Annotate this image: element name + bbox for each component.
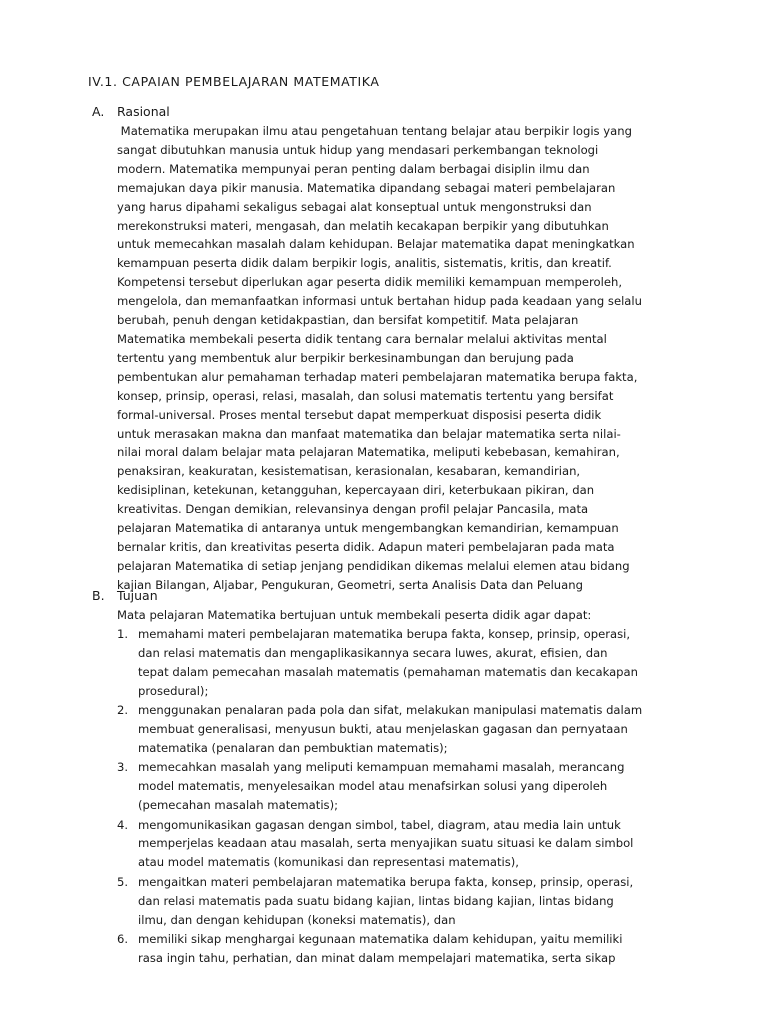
paragraph-line: kajian Bilangan, Aljabar, Pengukuran, Geometri, serta Analisis Data dan Peluang: [117, 577, 583, 592]
section-b-intro-text: Mata pelajaran Matematika bertujuan untuk membekali peserta didik agar dapat:: [117, 608, 592, 622]
paragraph-line: memajukan daya pikir manusia. Matematika dipandang sebagai materi pembelajaran: [117, 180, 616, 195]
paragraph-line: formal-universal. Proses mental tersebut dapat memperkuat disposisi peserta didik: [117, 407, 602, 422]
goal-item: [117, 758, 677, 815]
section-b-title: Tujuan: [117, 588, 158, 603]
goal-line: mengaitkan materi pembelajaran matematika berupa fakta, konsep, prinsip, operasi,: [138, 874, 634, 889]
section-b-intro: [117, 606, 657, 625]
paragraph-line: modern. Matematika mempunyai peran penting dalam berbagai disiplin ilmu dan: [117, 161, 590, 176]
paragraph-line: pelajaran Matematika di antaranya untuk mengembangkan kemandirian, kemampuan: [117, 521, 619, 536]
goal-number: 2.: [117, 703, 129, 718]
goal-number: 4.: [117, 817, 129, 832]
goal-line: membuat generalisasi, menyusun bukti, atau menjelaskan gagasan dan pernyataan: [138, 722, 628, 737]
paragraph-line: pembentukan alur pemahaman terhadap materi pembelajaran matematika berupa fakta,: [117, 369, 638, 384]
goal-line: memiliki sikap menghargai kegunaan matematika dalam kehidupan, yaitu memiliki: [138, 932, 623, 946]
section-b-heading: [92, 588, 158, 603]
goal-line: prosedural);: [138, 683, 209, 698]
goal-line: rasa ingin tahu, perhatian, dan minat dalam mempelajari matematika, serta sikap: [138, 950, 616, 965]
goal-item: [117, 625, 677, 701]
paragraph-line: pelajaran Matematika di setiap jenjang pendidikan dikemas melalui elemen atau bidang: [117, 558, 630, 573]
goal-line: ilmu, dan dengan kehidupan (koneksi matematis), dan: [138, 912, 456, 927]
goal-line: dan relasi matematis dan mengaplikasikannya secara luwes, akurat, efisien, dan: [138, 645, 608, 660]
paragraph-line: Matematika merupakan ilmu atau pengetahuan tentang belajar atau berpikir logis yang: [117, 124, 632, 138]
goals-list: [117, 625, 677, 968]
goal-line: mengomunikasikan gagasan dengan simbol, tabel, diagram, atau media lain untuk: [138, 817, 621, 832]
paragraph-line: mengelola, dan memanfaatkan informasi untuk bertahan hidup pada keadaan yang selalu: [117, 294, 642, 309]
goal-line: matematika (penalaran dan pembuktian matematis);: [138, 740, 448, 755]
paragraph-line: nilai moral dalam belajar mata pelajaran Matematika, meliputi kebebasan, kemahiran,: [117, 445, 620, 460]
paragraph-line: Matematika membekali peserta didik tentang cara bernalar melalui aktivitas mental: [117, 331, 607, 346]
paragraph-line: bernalar kritis, dan kreativitas peserta didik. Adapun materi pembelajaran pada mata: [117, 539, 615, 554]
paragraph-line: kedisiplinan, ketekunan, ketangguhan, kepercayaan diri, keterbukaan pikiran, dan: [117, 483, 595, 498]
paragraph-line: yang harus dipahami sekaligus sebagai alat konseptual untuk mengonstruksi dan: [117, 199, 592, 214]
section-a-title: Rasional: [117, 104, 170, 119]
goal-number: 5.: [117, 874, 129, 889]
section-a-paragraph: [117, 122, 657, 595]
goal-number: 1.: [117, 627, 129, 641]
goal-line: memahami materi pembelajaran matematika berupa fakta, konsep, prinsip, operasi,: [138, 627, 631, 641]
goal-line: atau model matematis (komunikasi dan representasi matematis),: [138, 855, 519, 870]
paragraph-line: penaksiran, keakuratan, kesistematisan, kerasionalan, kesabaran, kemandirian,: [117, 464, 581, 479]
goal-line: memecahkan masalah yang meliputi kemampuan memahami masalah, merancang: [138, 760, 625, 775]
goal-item: [117, 930, 677, 968]
goal-line: (pemecahan masalah matematis);: [138, 798, 339, 813]
paragraph-line: Kompetensi tersebut diperlukan agar peserta didik memiliki kemampuan memperoleh,: [117, 275, 623, 290]
goal-item: [117, 873, 677, 930]
goal-number: 6.: [117, 932, 129, 946]
paragraph-line: kemampuan peserta didik dalam berpikir logis, analitis, sistematis, kritis, dan kreatif.: [117, 256, 612, 271]
document-title: IV.1. CAPAIAN PEMBELAJARAN MATEMATIKA: [88, 74, 380, 89]
goal-line: menggunakan penalaran pada pola dan sifat, melakukan manipulasi matematis dalam: [138, 703, 643, 718]
goal-line: model matematis, menyelesaikan model atau menafsirkan solusi yang diperoleh: [138, 779, 608, 794]
goal-line: tepat dalam pemecahan masalah matematis (pemahaman matematis dan kecakapan: [138, 664, 638, 679]
paragraph-line: konsep, prinsip, operasi, relasi, masalah, dan solusi matematis tertentu yang bersifat: [117, 388, 614, 403]
paragraph-line: untuk memecahkan masalah dalam kehidupan. Belajar matematika dapat meningkatkan: [117, 237, 635, 252]
section-b-letter: B.: [92, 588, 105, 603]
goal-number: 3.: [117, 760, 129, 775]
paragraph-line: berubah, penuh dengan ketidakpastian, dan bersifat kompetitif. Mata pelajaran: [117, 313, 579, 328]
section-a-heading: [92, 104, 170, 119]
paragraph-line: sangat dibutuhkan manusia untuk hidup yang mendasari perkembangan teknologi: [117, 142, 599, 157]
section-a-letter: A.: [92, 104, 105, 119]
goal-line: memperjelas keadaan atau masalah, serta menyajikan suatu situasi ke dalam simbol: [138, 836, 634, 851]
paragraph-line: kreativitas. Dengan demikian, relevansinya dengan profil pelajar Pancasila, mata: [117, 502, 589, 517]
goal-item: [117, 816, 677, 873]
goal-item: [117, 701, 677, 758]
paragraph-line: tertentu yang membentuk alur berpikir berkesinambungan dan berujung pada: [117, 350, 574, 365]
paragraph-line: merekonstruksi materi, mengasah, dan melatih kecakapan berpikir yang dibutuhkan: [117, 218, 609, 233]
goal-line: dan relasi matematis pada suatu bidang kajian, lintas bidang kajian, lintas bidang: [138, 893, 614, 908]
paragraph-line: untuk merasakan makna dan manfaat matematika dan belajar matematika serta nilai-: [117, 426, 621, 441]
